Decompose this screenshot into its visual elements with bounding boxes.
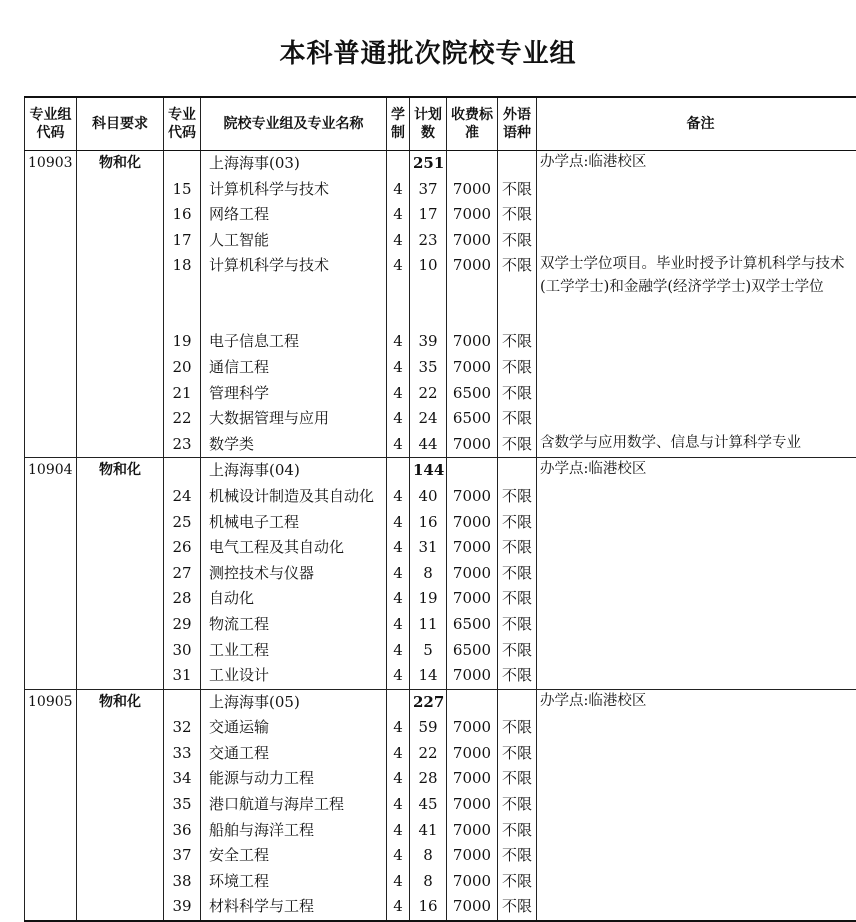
major-row bbox=[25, 355, 856, 381]
major-plan-cell: 17 bbox=[410, 202, 447, 228]
major-name-cell: 环境工程 bbox=[201, 869, 387, 895]
major-subject-cell bbox=[77, 586, 164, 612]
major-years-cell: 4 bbox=[387, 766, 410, 792]
major-subject-cell bbox=[77, 355, 164, 381]
major-fee-cell: 7000 bbox=[447, 355, 498, 381]
major-note-cell bbox=[537, 894, 856, 921]
major-fee-cell: 7000 bbox=[447, 843, 498, 869]
major-years-cell: 4 bbox=[387, 432, 410, 458]
major-name-cell: 机械设计制造及其自动化 bbox=[201, 484, 387, 510]
major-note-cell bbox=[537, 663, 856, 689]
major-group-code-cell bbox=[25, 792, 77, 818]
major-lang-cell: 不限 bbox=[498, 202, 537, 228]
major-name-cell: 数学类 bbox=[201, 432, 387, 458]
major-note-cell bbox=[537, 741, 856, 767]
major-fee-cell: 7000 bbox=[447, 228, 498, 254]
major-subject-cell bbox=[77, 715, 164, 741]
major-fee-cell: 7000 bbox=[447, 432, 498, 458]
major-lang-cell: 不限 bbox=[498, 586, 537, 612]
major-row bbox=[25, 228, 856, 254]
major-lang-cell: 不限 bbox=[498, 432, 537, 458]
major-group-code-cell bbox=[25, 432, 77, 458]
major-lang-cell: 不限 bbox=[498, 663, 537, 689]
major-plan-cell: 39 bbox=[410, 329, 447, 355]
table-header-row bbox=[25, 97, 856, 151]
group-lang-cell bbox=[498, 689, 537, 715]
major-years-cell: 4 bbox=[387, 586, 410, 612]
major-fee-cell: 7000 bbox=[447, 792, 498, 818]
major-subject-cell bbox=[77, 406, 164, 432]
major-name-cell: 测控技术与仪器 bbox=[201, 561, 387, 587]
header-major-code: 专业代码 bbox=[164, 97, 201, 151]
major-major-code-cell: 36 bbox=[164, 818, 201, 844]
major-fee-cell: 7000 bbox=[447, 535, 498, 561]
major-name-cell: 通信工程 bbox=[201, 355, 387, 381]
major-row bbox=[25, 869, 856, 895]
major-row bbox=[25, 510, 856, 536]
major-years-cell: 4 bbox=[387, 484, 410, 510]
major-note-cell bbox=[537, 329, 856, 355]
major-plan-cell: 8 bbox=[410, 843, 447, 869]
major-plan-cell: 8 bbox=[410, 869, 447, 895]
major-major-code-cell: 30 bbox=[164, 638, 201, 664]
major-subject-cell bbox=[77, 894, 164, 921]
major-note-cell bbox=[537, 561, 856, 587]
group-fee-cell bbox=[447, 689, 498, 715]
major-lang-cell: 不限 bbox=[498, 510, 537, 536]
major-major-code-cell: 39 bbox=[164, 894, 201, 921]
major-plan-cell: 16 bbox=[410, 510, 447, 536]
major-note-cell bbox=[537, 228, 856, 254]
major-lang-cell: 不限 bbox=[498, 561, 537, 587]
major-lang-cell: 不限 bbox=[498, 741, 537, 767]
major-row bbox=[25, 663, 856, 689]
group-subject-cell: 物和化 bbox=[77, 458, 164, 484]
major-subject-cell bbox=[77, 792, 164, 818]
major-fee-cell: 7000 bbox=[447, 818, 498, 844]
major-major-code-cell: 23 bbox=[164, 432, 201, 458]
major-group-code-cell bbox=[25, 510, 77, 536]
major-note-cell bbox=[537, 177, 856, 203]
major-subject-cell bbox=[77, 253, 164, 329]
header-group-code: 专业组代码 bbox=[25, 97, 77, 151]
major-note-cell bbox=[537, 843, 856, 869]
group-lang-cell bbox=[498, 458, 537, 484]
major-note-cell bbox=[537, 818, 856, 844]
major-group-code-cell bbox=[25, 612, 77, 638]
major-major-code-cell: 22 bbox=[164, 406, 201, 432]
major-row bbox=[25, 766, 856, 792]
header-subject: 科目要求 bbox=[77, 97, 164, 151]
major-lang-cell: 不限 bbox=[498, 766, 537, 792]
major-plan-cell: 45 bbox=[410, 792, 447, 818]
major-lang-cell: 不限 bbox=[498, 381, 537, 407]
major-group-code-cell bbox=[25, 638, 77, 664]
major-group-code-cell bbox=[25, 869, 77, 895]
major-years-cell: 4 bbox=[387, 843, 410, 869]
major-major-code-cell: 24 bbox=[164, 484, 201, 510]
major-name-cell: 电子信息工程 bbox=[201, 329, 387, 355]
major-name-cell: 能源与动力工程 bbox=[201, 766, 387, 792]
major-name-cell: 机械电子工程 bbox=[201, 510, 387, 536]
major-years-cell: 4 bbox=[387, 663, 410, 689]
group-row bbox=[25, 458, 856, 484]
major-lang-cell: 不限 bbox=[498, 535, 537, 561]
group-group-code-cell: 10905 bbox=[25, 689, 77, 715]
major-row bbox=[25, 586, 856, 612]
major-fee-cell: 7000 bbox=[447, 561, 498, 587]
major-row bbox=[25, 484, 856, 510]
major-group-code-cell bbox=[25, 766, 77, 792]
group-major-code-cell bbox=[164, 458, 201, 484]
major-plan-cell: 5 bbox=[410, 638, 447, 664]
major-years-cell: 4 bbox=[387, 638, 410, 664]
group-fee-cell bbox=[447, 458, 498, 484]
major-plan-cell: 14 bbox=[410, 663, 447, 689]
major-row bbox=[25, 535, 856, 561]
major-fee-cell: 7000 bbox=[447, 329, 498, 355]
major-major-code-cell: 33 bbox=[164, 741, 201, 767]
major-row bbox=[25, 638, 856, 664]
major-major-code-cell: 34 bbox=[164, 766, 201, 792]
major-plan-cell: 23 bbox=[410, 228, 447, 254]
group-plan-cell: 227 bbox=[410, 689, 447, 715]
major-lang-cell: 不限 bbox=[498, 715, 537, 741]
major-name-cell: 工业工程 bbox=[201, 638, 387, 664]
header-name: 院校专业组及专业名称 bbox=[201, 97, 387, 151]
major-years-cell: 4 bbox=[387, 177, 410, 203]
major-note-cell bbox=[537, 869, 856, 895]
major-major-code-cell: 21 bbox=[164, 381, 201, 407]
major-row bbox=[25, 177, 856, 203]
major-group-code-cell bbox=[25, 715, 77, 741]
group-major-code-cell bbox=[164, 689, 201, 715]
major-years-cell: 4 bbox=[387, 741, 410, 767]
header-plan: 计划数 bbox=[410, 97, 447, 151]
major-lang-cell: 不限 bbox=[498, 355, 537, 381]
major-subject-cell bbox=[77, 818, 164, 844]
major-name-cell: 工业设计 bbox=[201, 663, 387, 689]
major-years-cell: 4 bbox=[387, 715, 410, 741]
major-name-cell: 大数据管理与应用 bbox=[201, 406, 387, 432]
major-note-cell bbox=[537, 381, 856, 407]
major-name-cell: 材料科学与工程 bbox=[201, 894, 387, 921]
major-subject-cell bbox=[77, 484, 164, 510]
major-lang-cell: 不限 bbox=[498, 894, 537, 921]
major-group-code-cell bbox=[25, 818, 77, 844]
major-name-cell: 人工智能 bbox=[201, 228, 387, 254]
major-fee-cell: 7000 bbox=[447, 484, 498, 510]
major-name-cell: 电气工程及其自动化 bbox=[201, 535, 387, 561]
major-name-cell: 自动化 bbox=[201, 586, 387, 612]
major-group-code-cell bbox=[25, 586, 77, 612]
major-lang-cell: 不限 bbox=[498, 406, 537, 432]
group-subject-cell: 物和化 bbox=[77, 151, 164, 177]
major-note-cell: 含数学与应用数学、信息与计算科学专业 bbox=[537, 432, 856, 458]
major-fee-cell: 7000 bbox=[447, 177, 498, 203]
major-fee-cell: 7000 bbox=[447, 663, 498, 689]
major-fee-cell: 7000 bbox=[447, 510, 498, 536]
major-lang-cell: 不限 bbox=[498, 612, 537, 638]
group-years-cell bbox=[387, 458, 410, 484]
major-fee-cell: 7000 bbox=[447, 741, 498, 767]
major-major-code-cell: 19 bbox=[164, 329, 201, 355]
group-plan-cell: 251 bbox=[410, 151, 447, 177]
group-fee-cell bbox=[447, 151, 498, 177]
major-note-cell bbox=[537, 612, 856, 638]
group-note-cell: 办学点:临港校区 bbox=[537, 458, 856, 484]
major-subject-cell bbox=[77, 432, 164, 458]
group-plan-cell: 144 bbox=[410, 458, 447, 484]
major-name-cell: 交通运输 bbox=[201, 715, 387, 741]
major-row bbox=[25, 741, 856, 767]
group-major-code-cell bbox=[164, 151, 201, 177]
major-fee-cell: 7000 bbox=[447, 766, 498, 792]
major-major-code-cell: 32 bbox=[164, 715, 201, 741]
major-plan-cell: 24 bbox=[410, 406, 447, 432]
major-fee-cell: 7000 bbox=[447, 869, 498, 895]
major-major-code-cell: 38 bbox=[164, 869, 201, 895]
major-row bbox=[25, 381, 856, 407]
major-name-cell: 交通工程 bbox=[201, 741, 387, 767]
major-lang-cell: 不限 bbox=[498, 228, 537, 254]
group-row bbox=[25, 689, 856, 715]
major-group-code-cell bbox=[25, 228, 77, 254]
major-row bbox=[25, 715, 856, 741]
major-name-cell: 港口航道与海岸工程 bbox=[201, 792, 387, 818]
major-years-cell: 4 bbox=[387, 612, 410, 638]
major-subject-cell bbox=[77, 843, 164, 869]
major-major-code-cell: 25 bbox=[164, 510, 201, 536]
major-years-cell: 4 bbox=[387, 561, 410, 587]
major-plan-cell: 28 bbox=[410, 766, 447, 792]
major-subject-cell bbox=[77, 329, 164, 355]
major-plan-cell: 22 bbox=[410, 741, 447, 767]
major-subject-cell bbox=[77, 177, 164, 203]
major-name-cell: 船舶与海洋工程 bbox=[201, 818, 387, 844]
major-plan-cell: 41 bbox=[410, 818, 447, 844]
group-lang-cell bbox=[498, 151, 537, 177]
admission-table bbox=[24, 96, 856, 922]
major-group-code-cell bbox=[25, 253, 77, 329]
major-years-cell: 4 bbox=[387, 329, 410, 355]
major-major-code-cell: 31 bbox=[164, 663, 201, 689]
major-row bbox=[25, 406, 856, 432]
major-row bbox=[25, 202, 856, 228]
major-name-cell: 计算机科学与技术 bbox=[201, 177, 387, 203]
major-group-code-cell bbox=[25, 177, 77, 203]
major-subject-cell bbox=[77, 663, 164, 689]
major-note-cell bbox=[537, 586, 856, 612]
major-years-cell: 4 bbox=[387, 818, 410, 844]
major-years-cell: 4 bbox=[387, 510, 410, 536]
major-row bbox=[25, 818, 856, 844]
major-plan-cell: 10 bbox=[410, 253, 447, 329]
major-row bbox=[25, 329, 856, 355]
major-major-code-cell: 17 bbox=[164, 228, 201, 254]
major-major-code-cell: 26 bbox=[164, 535, 201, 561]
major-lang-cell: 不限 bbox=[498, 843, 537, 869]
major-group-code-cell bbox=[25, 843, 77, 869]
major-subject-cell bbox=[77, 869, 164, 895]
major-years-cell: 4 bbox=[387, 869, 410, 895]
group-name-cell: 上海海事(03) bbox=[201, 151, 387, 177]
group-group-code-cell: 10904 bbox=[25, 458, 77, 484]
page-title: 本科普通批次院校专业组 bbox=[0, 33, 856, 70]
major-row bbox=[25, 894, 856, 921]
major-subject-cell bbox=[77, 638, 164, 664]
major-lang-cell: 不限 bbox=[498, 638, 537, 664]
major-fee-cell: 6500 bbox=[447, 612, 498, 638]
major-plan-cell: 22 bbox=[410, 381, 447, 407]
major-group-code-cell bbox=[25, 484, 77, 510]
header-fee: 收费标准 bbox=[447, 97, 498, 151]
major-lang-cell: 不限 bbox=[498, 484, 537, 510]
group-years-cell bbox=[387, 689, 410, 715]
major-name-cell: 网络工程 bbox=[201, 202, 387, 228]
major-years-cell: 4 bbox=[387, 253, 410, 329]
major-lang-cell: 不限 bbox=[498, 253, 537, 329]
major-lang-cell: 不限 bbox=[498, 177, 537, 203]
major-major-code-cell: 35 bbox=[164, 792, 201, 818]
major-subject-cell bbox=[77, 228, 164, 254]
major-row bbox=[25, 843, 856, 869]
major-subject-cell bbox=[77, 741, 164, 767]
major-note-cell bbox=[537, 792, 856, 818]
major-group-code-cell bbox=[25, 561, 77, 587]
major-note-cell bbox=[537, 406, 856, 432]
major-major-code-cell: 18 bbox=[164, 253, 201, 329]
group-years-cell bbox=[387, 151, 410, 177]
major-row bbox=[25, 432, 856, 458]
major-plan-cell: 37 bbox=[410, 177, 447, 203]
major-plan-cell: 44 bbox=[410, 432, 447, 458]
major-fee-cell: 6500 bbox=[447, 406, 498, 432]
major-years-cell: 4 bbox=[387, 381, 410, 407]
major-major-code-cell: 29 bbox=[164, 612, 201, 638]
group-name-cell: 上海海事(05) bbox=[201, 689, 387, 715]
major-subject-cell bbox=[77, 510, 164, 536]
major-name-cell: 管理科学 bbox=[201, 381, 387, 407]
major-years-cell: 4 bbox=[387, 228, 410, 254]
header-years: 学制 bbox=[387, 97, 410, 151]
major-note-cell bbox=[537, 766, 856, 792]
major-note-cell bbox=[537, 510, 856, 536]
group-note-cell: 办学点:临港校区 bbox=[537, 689, 856, 715]
major-group-code-cell bbox=[25, 663, 77, 689]
major-plan-cell: 35 bbox=[410, 355, 447, 381]
major-group-code-cell bbox=[25, 406, 77, 432]
group-row bbox=[25, 151, 856, 177]
major-lang-cell: 不限 bbox=[498, 818, 537, 844]
major-note-cell bbox=[537, 638, 856, 664]
major-group-code-cell bbox=[25, 202, 77, 228]
major-fee-cell: 7000 bbox=[447, 894, 498, 921]
group-group-code-cell: 10903 bbox=[25, 151, 77, 177]
group-subject-cell: 物和化 bbox=[77, 689, 164, 715]
major-major-code-cell: 37 bbox=[164, 843, 201, 869]
group-name-cell: 上海海事(04) bbox=[201, 458, 387, 484]
major-group-code-cell bbox=[25, 329, 77, 355]
major-group-code-cell bbox=[25, 535, 77, 561]
major-note-cell bbox=[537, 355, 856, 381]
major-fee-cell: 7000 bbox=[447, 202, 498, 228]
major-major-code-cell: 16 bbox=[164, 202, 201, 228]
major-plan-cell: 8 bbox=[410, 561, 447, 587]
major-years-cell: 4 bbox=[387, 406, 410, 432]
major-lang-cell: 不限 bbox=[498, 792, 537, 818]
major-subject-cell bbox=[77, 202, 164, 228]
table-body bbox=[25, 151, 856, 922]
major-group-code-cell bbox=[25, 355, 77, 381]
major-note-cell bbox=[537, 202, 856, 228]
major-fee-cell: 6500 bbox=[447, 638, 498, 664]
major-row bbox=[25, 253, 856, 329]
major-subject-cell bbox=[77, 381, 164, 407]
major-major-code-cell: 28 bbox=[164, 586, 201, 612]
major-group-code-cell bbox=[25, 894, 77, 921]
major-plan-cell: 31 bbox=[410, 535, 447, 561]
major-major-code-cell: 15 bbox=[164, 177, 201, 203]
major-group-code-cell bbox=[25, 741, 77, 767]
major-name-cell: 物流工程 bbox=[201, 612, 387, 638]
major-plan-cell: 11 bbox=[410, 612, 447, 638]
major-subject-cell bbox=[77, 612, 164, 638]
major-plan-cell: 16 bbox=[410, 894, 447, 921]
major-fee-cell: 7000 bbox=[447, 715, 498, 741]
group-note-cell: 办学点:临港校区 bbox=[537, 151, 856, 177]
major-lang-cell: 不限 bbox=[498, 329, 537, 355]
major-fee-cell: 7000 bbox=[447, 253, 498, 329]
major-lang-cell: 不限 bbox=[498, 869, 537, 895]
major-plan-cell: 40 bbox=[410, 484, 447, 510]
major-row bbox=[25, 561, 856, 587]
major-note-cell bbox=[537, 484, 856, 510]
header-note: 备注 bbox=[537, 97, 856, 151]
major-plan-cell: 19 bbox=[410, 586, 447, 612]
major-years-cell: 4 bbox=[387, 792, 410, 818]
major-name-cell: 安全工程 bbox=[201, 843, 387, 869]
major-major-code-cell: 20 bbox=[164, 355, 201, 381]
major-major-code-cell: 27 bbox=[164, 561, 201, 587]
major-fee-cell: 6500 bbox=[447, 381, 498, 407]
major-subject-cell bbox=[77, 561, 164, 587]
major-fee-cell: 7000 bbox=[447, 586, 498, 612]
major-row bbox=[25, 612, 856, 638]
major-years-cell: 4 bbox=[387, 535, 410, 561]
major-subject-cell bbox=[77, 535, 164, 561]
major-subject-cell bbox=[77, 766, 164, 792]
major-years-cell: 4 bbox=[387, 202, 410, 228]
major-name-cell: 计算机科学与技术 bbox=[201, 253, 387, 329]
major-group-code-cell bbox=[25, 381, 77, 407]
major-row bbox=[25, 792, 856, 818]
major-plan-cell: 59 bbox=[410, 715, 447, 741]
major-years-cell: 4 bbox=[387, 355, 410, 381]
major-note-cell: 双学士学位项目。毕业时授予计算机科学与技术(工学学士)和金融学(经济学学士)双学士学位 bbox=[537, 253, 856, 329]
major-note-cell bbox=[537, 715, 856, 741]
header-lang: 外语语种 bbox=[498, 97, 537, 151]
major-note-cell bbox=[537, 535, 856, 561]
major-years-cell: 4 bbox=[387, 894, 410, 921]
